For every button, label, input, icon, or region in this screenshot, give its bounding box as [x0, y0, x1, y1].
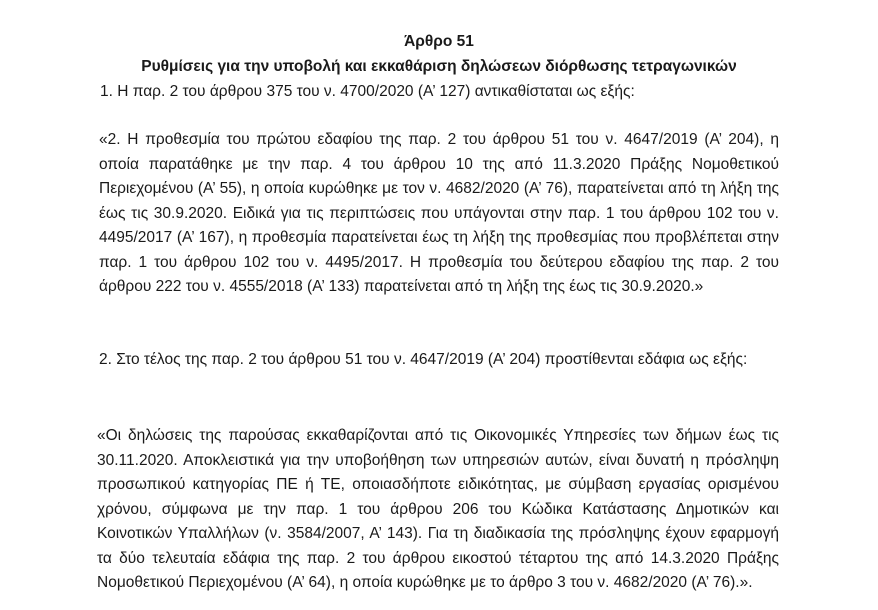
paragraph-2-intro: 2. Στο τέλος της παρ. 2 του άρθρου 51 του ν. 4647/2019 (Α’ 204) προστίθενται εδάφια ως εξής: — [99, 351, 748, 368]
paragraph-2-quoted-text: «Οι δηλώσεις της παρούσας εκκαθαρίζονται από τις Οικονομικές Υπηρεσίες των δήμων έως τις 30.11.2020. Αποκλειστικά για την υποβοήθηση των υπηρεσιών αυτών, είναι δυνατή η πρόσληψη προσωπικού κατηγορίας ΠΕ ή ΤΕ, οποιασδήποτε ειδικότητας, με σύμβαση εργασίας ορισμένου χρόνου, σύμφωνα με την παρ. 1 του άρθρου 206 του Κώδικα Κατάστασης Δημοτικών και Κοινοτικών Υπαλλήλων (ν. 3584/2007, Α’ 143). Για τη διαδικασία της πρόσληψης έχουν εφαρμογή τα δύο τελευταία εδάφια της παρ. 2 του άρθρου εικοστού τέταρτου της από 14.3.2020 Πράξης Νομοθετικού Περιεχομένου (Α’ 64), η οποία κυρώθηκε με το άρθρο 3 του ν. 4682/2020 (Α’ 76).». — [97, 427, 779, 591]
article-title: Άρθρο 51 — [404, 33, 474, 50]
paragraph-1-intro: 1. Η παρ. 2 του άρθρου 375 του ν. 4700/2020 (Α’ 127) αντικαθίσταται ως εξής: — [100, 83, 635, 100]
article-subject: Ρυθμίσεις για την υποβολή και εκκαθάριση δηλώσεων διόρθωσης τετραγωνικών — [141, 58, 737, 75]
paragraph-1-quoted-text: «2. Η προθεσμία του πρώτου εδαφίου της παρ. 2 του άρθρου 51 του ν. 4647/2019 (Α’ 204), η οποία παρατάθηκε με την παρ. 4 του άρθρου 10 της από 11.3.2020 Πράξης Νομοθετικού Περιεχομένου (Α’ 55), η οποία κυρώθηκε με τον ν. 4682/2020 (Α’ 76), παρατείνεται από τη λήξη της έως τις 30.9.2020. Ειδικά για τις περιπτώσεις που υπάγονται στην παρ. 1 του άρθρου 102 του ν. 4495/2017 (Α’ 167), η προθεσμία παρατείνεται έως τη λήξη της προθεσμίας που προβλέπεται στην παρ. 1 του άρθρου 102 του ν. 4495/2017. Η προθεσμία του δεύτερου εδαφίου της παρ. 2 του άρθρου 222 του ν. 4555/2018 (Α’ 133) παρατείνεται από τη λήξη της έως τις 30.9.2020.» — [99, 131, 779, 295]
